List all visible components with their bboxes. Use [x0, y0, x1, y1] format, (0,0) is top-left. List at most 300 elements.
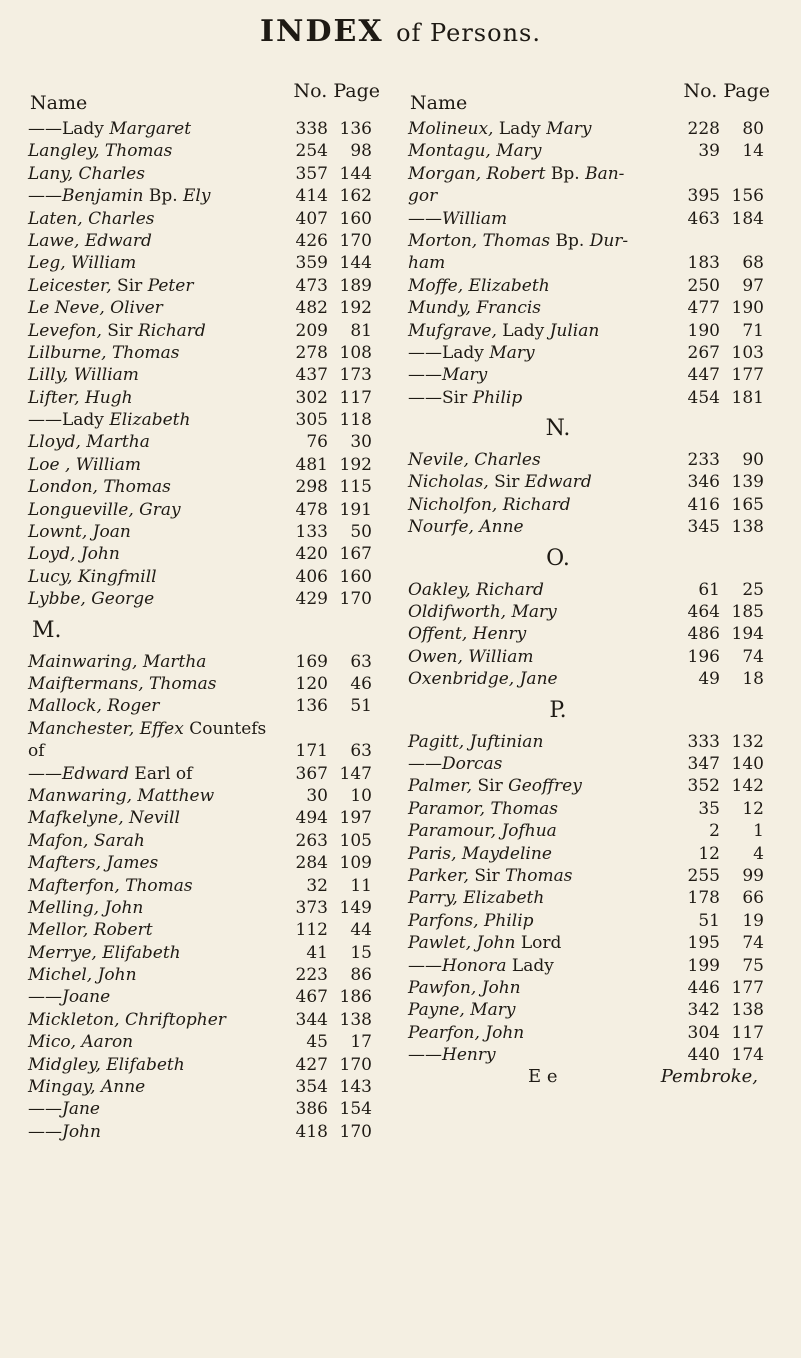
person-name	[408, 275, 550, 297]
name-part: Sir	[101, 320, 138, 341]
person-name	[408, 252, 445, 274]
name-part: Bp.	[143, 186, 184, 207]
catchword: Pembroke,	[660, 1066, 758, 1088]
person-name	[28, 185, 210, 207]
index-entry	[408, 999, 778, 1021]
entry-number: 426	[295, 230, 328, 251]
person-name	[408, 731, 543, 753]
name-part: ——	[28, 1099, 62, 1120]
person-name	[408, 230, 628, 252]
page-number: 181	[731, 387, 764, 408]
name-part: Lownt, Joan	[28, 522, 131, 543]
person-name	[408, 342, 535, 364]
person-name	[28, 942, 181, 964]
name-part: Edward	[524, 472, 592, 493]
name-part: ——	[28, 763, 62, 784]
person-name	[408, 775, 582, 797]
entry-number: 267	[687, 342, 720, 363]
page-number: 80	[742, 119, 764, 139]
index-entry	[28, 185, 388, 207]
section-letter: P.	[549, 697, 567, 723]
person-name	[28, 320, 206, 342]
index-entry	[408, 623, 778, 645]
name-part: Pagitt, Juftinian	[408, 731, 544, 752]
index-entry	[408, 275, 778, 297]
name-part: John	[62, 1121, 101, 1142]
name-part: Benjamin	[62, 186, 144, 207]
page-number: 170	[339, 1121, 372, 1142]
name-part: Lord	[515, 933, 562, 954]
index-entry	[28, 1076, 388, 1098]
entry-number: 473	[295, 275, 328, 296]
index-entry	[28, 140, 388, 162]
index-entry	[408, 843, 778, 865]
page-number: 51	[350, 696, 372, 717]
index-entry	[28, 521, 388, 543]
page-title	[0, 14, 801, 49]
person-name	[28, 521, 131, 543]
person-name	[408, 910, 534, 932]
entry-number: 76	[306, 432, 328, 453]
page-number: 12	[742, 798, 764, 819]
index-entry	[28, 1031, 388, 1053]
person-name	[28, 852, 158, 874]
index-entry	[28, 566, 388, 588]
name-part: Palmer,	[408, 776, 473, 797]
index-entry	[28, 1054, 388, 1076]
person-name	[408, 320, 599, 342]
name-part: ——	[408, 753, 442, 774]
entry-number: 386	[295, 1099, 328, 1120]
person-name	[28, 476, 171, 498]
entry-number: 354	[295, 1077, 328, 1098]
page-number: 18	[742, 669, 764, 690]
entry-number: 357	[295, 163, 328, 184]
entry-number: 429	[295, 589, 328, 610]
page-number: 139	[731, 472, 764, 493]
name-part: Elizabeth	[109, 410, 191, 431]
index-entry	[28, 740, 388, 762]
name-part: London, Thomas	[28, 477, 171, 498]
name-part: Oakley, Richard	[408, 579, 544, 600]
page-number: 15	[350, 942, 372, 963]
page-number: 19	[742, 910, 764, 931]
person-name	[408, 955, 554, 977]
page-number: 74	[742, 646, 764, 667]
index-entry	[28, 1009, 388, 1031]
name-part: Le Neve, Oliver	[28, 298, 163, 319]
name-part: Payne, Mary	[408, 1000, 516, 1021]
page-number: 1	[753, 821, 764, 842]
index-entry	[28, 830, 388, 852]
entry-number: 228	[687, 119, 720, 139]
person-name	[28, 919, 153, 941]
entry-number: 464	[687, 602, 720, 623]
person-name	[28, 807, 180, 829]
name-part: Levefon,	[28, 320, 102, 341]
entry-number: 169	[295, 651, 328, 672]
index-entry	[408, 910, 778, 932]
left-entries	[28, 118, 388, 1143]
name-part: ——	[408, 342, 442, 363]
name-part: Lady	[493, 119, 547, 139]
name-part: Mellor, Robert	[28, 920, 153, 941]
entry-number: 446	[687, 977, 720, 998]
page-number: 50	[350, 522, 372, 543]
entry-number: 338	[295, 119, 328, 139]
person-name	[28, 875, 193, 897]
person-name	[28, 964, 137, 986]
person-name	[408, 494, 571, 516]
name-part: Mary	[489, 342, 535, 363]
name-part: Richard	[137, 320, 206, 341]
name-part: Bp.	[550, 230, 590, 251]
person-name	[408, 185, 437, 207]
person-name	[28, 230, 152, 252]
index-entry	[408, 185, 778, 207]
entry-number: 342	[687, 1000, 720, 1021]
page-number: 46	[350, 673, 372, 694]
index-entry	[28, 852, 388, 874]
page-number: 63	[350, 741, 372, 762]
page-number: 173	[339, 365, 372, 386]
page-number: 185	[731, 602, 764, 623]
person-name	[28, 785, 214, 807]
page-number: 160	[339, 566, 372, 587]
name-part: Paramour, Jofhua	[408, 821, 557, 842]
index-entry	[28, 695, 388, 717]
index-entry	[28, 1098, 388, 1120]
person-name	[28, 673, 217, 695]
page-number: 177	[731, 977, 764, 998]
name-part: Ely	[183, 186, 211, 207]
name-part: Geoffrey	[508, 776, 582, 797]
index-entry	[28, 807, 388, 829]
page-number: 117	[339, 387, 372, 408]
page-number: 138	[339, 1009, 372, 1030]
entry-number: 41	[306, 942, 328, 963]
name-part: Maiftermans, Thomas	[28, 673, 217, 694]
entry-number: 39	[698, 141, 720, 162]
index-entry	[408, 387, 778, 409]
person-name	[408, 601, 557, 623]
right-entries	[408, 118, 778, 1066]
entry-number: 407	[295, 208, 328, 229]
person-name	[408, 623, 526, 645]
entry-number: 344	[295, 1009, 328, 1030]
person-name	[408, 798, 558, 820]
entry-number: 183	[687, 253, 720, 274]
name-part: Ban-	[585, 163, 625, 184]
entry-number: 420	[295, 544, 328, 565]
page-number: 177	[731, 365, 764, 386]
entry-number: 305	[295, 410, 328, 431]
person-name	[28, 986, 110, 1008]
page-number: 154	[339, 1099, 372, 1120]
person-name	[408, 297, 541, 319]
name-part: Leicester,	[28, 275, 112, 296]
page-number: 81	[350, 320, 372, 341]
name-part: Julian	[549, 320, 600, 341]
name-part: Mafters, James	[28, 853, 159, 874]
name-part: of	[28, 741, 45, 762]
page-number: 99	[742, 865, 764, 886]
index-entry	[408, 932, 778, 954]
left-column	[28, 78, 388, 1143]
entry-number: 284	[295, 853, 328, 874]
entry-number: 35	[698, 798, 720, 819]
index-entry	[28, 409, 388, 431]
title-main: INDEX	[260, 14, 384, 49]
page-number: 11	[350, 875, 372, 896]
name-part: Jane	[62, 1099, 100, 1120]
index-entry	[28, 986, 388, 1008]
page-number: 68	[742, 253, 764, 274]
index-entry	[28, 499, 388, 521]
page-number: 160	[339, 208, 372, 229]
entry-number: 196	[687, 646, 720, 667]
name-part: Mainwaring, Martha	[28, 651, 207, 672]
page-number: 170	[339, 230, 372, 251]
page-number: 149	[339, 897, 372, 918]
person-name	[28, 695, 159, 717]
name-part: Margaret	[109, 119, 192, 139]
name-part: Sir	[468, 865, 505, 886]
entry-number: 195	[687, 933, 720, 954]
name-part: Longueville, Gray	[28, 499, 181, 520]
page-number: 138	[731, 1000, 764, 1021]
entry-number: 481	[295, 454, 328, 475]
person-name	[28, 409, 190, 431]
entry-number: 406	[295, 566, 328, 587]
page-number: 132	[731, 731, 764, 752]
section-letter: M.	[32, 617, 62, 643]
name-part: Lady	[496, 320, 550, 341]
name-part: Bp.	[545, 163, 586, 184]
name-part: Manchester, Effex	[28, 718, 184, 739]
page-number: 44	[350, 920, 372, 941]
page-number: 105	[339, 830, 372, 851]
entry-number: 345	[687, 517, 720, 538]
page-number: 75	[742, 955, 764, 976]
name-part: Laten, Charles	[28, 208, 155, 229]
index-entry	[408, 494, 778, 516]
page-number: 30	[350, 432, 372, 453]
index-entry	[28, 297, 388, 319]
index-entry	[28, 208, 388, 230]
entry-number: 233	[687, 450, 720, 471]
name-part: Mafkelyne, Nevill	[28, 808, 180, 829]
entry-number: 190	[687, 320, 720, 341]
page-number: 10	[350, 785, 372, 806]
person-name	[28, 208, 155, 230]
name-part: Honora	[442, 955, 507, 976]
person-name	[408, 163, 624, 185]
name-part: Mingay, Anne	[28, 1077, 146, 1098]
index-entry	[408, 887, 778, 909]
page-number: 66	[742, 888, 764, 909]
name-part: Lloyd, Martha	[28, 432, 150, 453]
name-part: Merrye, Elifabeth	[28, 942, 181, 963]
entry-number: 447	[687, 365, 720, 386]
index-entry	[408, 163, 778, 185]
name-part: Langley, Thomas	[28, 141, 173, 162]
page-number: 144	[339, 163, 372, 184]
page-number: 17	[350, 1032, 372, 1053]
index-entry	[408, 297, 778, 319]
name-part: Manwaring, Matthew	[28, 785, 215, 806]
page-number: 144	[339, 253, 372, 274]
entry-number: 454	[687, 387, 720, 408]
person-name	[28, 543, 120, 565]
page-number: 108	[339, 342, 372, 363]
index-entry	[28, 785, 388, 807]
page-number: 167	[339, 544, 372, 565]
person-name	[408, 843, 552, 865]
page-number: 90	[742, 450, 764, 471]
name-part: Pawfon, John	[408, 977, 521, 998]
entry-number: 136	[295, 696, 328, 717]
person-name	[408, 646, 533, 668]
index-entry	[408, 955, 778, 977]
person-name	[408, 887, 544, 909]
person-name	[28, 1098, 100, 1120]
entry-number: 51	[698, 910, 720, 931]
name-part: Dur-	[589, 230, 629, 251]
name-part: Leg, William	[28, 253, 137, 274]
name-part: ——	[28, 119, 62, 139]
person-name	[408, 364, 487, 386]
name-part: Melling, John	[28, 897, 144, 918]
entry-number: 32	[306, 875, 328, 896]
page-number: 14	[742, 141, 764, 162]
index-entry	[28, 588, 388, 610]
entry-number: 482	[295, 298, 328, 319]
name-part: Joane	[62, 987, 111, 1008]
name-part: Paramor, Thomas	[408, 798, 558, 819]
name-part: Earl of	[129, 763, 193, 784]
page-number: 118	[339, 410, 372, 431]
person-name	[28, 651, 206, 673]
person-name	[408, 118, 591, 140]
index-entry	[408, 208, 778, 230]
entry-number: 437	[295, 365, 328, 386]
page-number: 98	[350, 141, 372, 162]
entry-number: 45	[306, 1032, 328, 1053]
name-part: Morton, Thomas	[408, 230, 551, 251]
name-part: ——	[28, 186, 62, 207]
person-name	[28, 118, 191, 140]
name-part: Mallock, Roger	[28, 696, 160, 717]
page-number: 156	[731, 186, 764, 207]
name-part: Lany, Charles	[28, 163, 145, 184]
person-name	[408, 999, 516, 1021]
index-entry	[408, 118, 778, 140]
name-part: Sir	[111, 275, 148, 296]
name-part: Nourfe, Anne	[408, 517, 524, 538]
page-number: 103	[731, 342, 764, 363]
name-part: Loe , William	[28, 454, 141, 475]
entry-number: 463	[687, 208, 720, 229]
name-header: Name	[30, 92, 88, 114]
page-number: 147	[339, 763, 372, 784]
signature-mark: E e	[528, 1066, 558, 1088]
index-entry	[408, 364, 778, 386]
name-part: ——	[28, 1121, 62, 1142]
index-entry	[28, 275, 388, 297]
name-part: ——	[408, 208, 442, 229]
index-entry	[28, 543, 388, 565]
entry-number: 352	[687, 776, 720, 797]
person-name	[28, 763, 192, 785]
page-number: 170	[339, 589, 372, 610]
name-part: Lilburne, Thomas	[28, 342, 180, 363]
name-part: Mundy, Francis	[408, 298, 542, 319]
name-part: Mafterfon, Thomas	[28, 875, 193, 896]
page-number: 170	[339, 1054, 372, 1075]
index-entry	[408, 775, 778, 797]
entry-number: 467	[295, 987, 328, 1008]
name-part: Mary	[546, 119, 592, 139]
name-part: Pearfon, John	[408, 1022, 525, 1043]
name-part: Parker,	[408, 865, 469, 886]
index-entry	[28, 763, 388, 785]
index-entry	[408, 731, 778, 753]
index-entry	[408, 579, 778, 601]
name-part: Sir	[472, 776, 509, 797]
index-entry	[408, 471, 778, 493]
name-part: ——	[408, 365, 442, 386]
person-name	[28, 1054, 185, 1076]
person-name	[408, 516, 524, 538]
name-part: Edward	[62, 763, 129, 784]
entry-number: 12	[698, 843, 720, 864]
person-name	[408, 977, 521, 999]
index-entry	[28, 476, 388, 498]
entry-number: 486	[687, 624, 720, 645]
name-part: Lady	[506, 955, 554, 976]
index-entry	[28, 320, 388, 342]
entry-number: 120	[295, 673, 328, 694]
entry-number: 199	[687, 955, 720, 976]
section-letter: O.	[546, 545, 570, 571]
page-number: 191	[339, 499, 372, 520]
page-number: 189	[339, 275, 372, 296]
person-name	[28, 830, 145, 852]
name-part: Thomas	[505, 865, 573, 886]
name-part: ——	[28, 987, 62, 1008]
index-entry	[28, 342, 388, 364]
name-part: ham	[408, 253, 446, 274]
right-column	[408, 78, 778, 1094]
person-name	[408, 1044, 496, 1066]
person-name	[408, 753, 502, 775]
page-footer	[408, 1066, 778, 1094]
name-part: ——	[408, 387, 442, 408]
name-part: Oxenbridge, Jane	[408, 669, 558, 690]
person-name	[408, 1022, 524, 1044]
entry-number: 112	[295, 920, 328, 941]
person-name	[28, 297, 163, 319]
index-entry	[28, 897, 388, 919]
name-part: Henry	[442, 1045, 496, 1066]
entry-number: 178	[687, 888, 720, 909]
entry-number: 61	[698, 579, 720, 600]
index-entry	[408, 140, 778, 162]
name-part: William	[442, 208, 508, 229]
person-name	[408, 932, 561, 954]
entry-number: 304	[687, 1022, 720, 1043]
